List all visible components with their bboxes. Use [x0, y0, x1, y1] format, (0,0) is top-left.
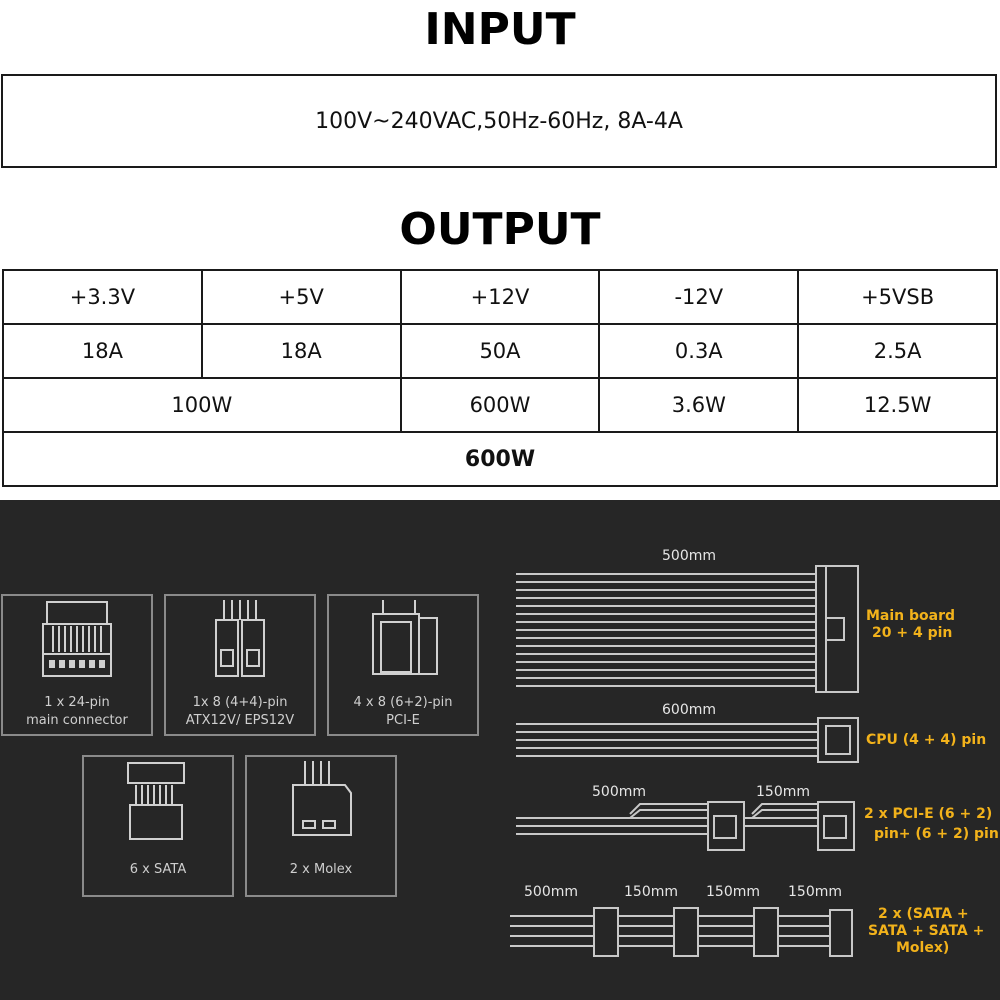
- connector-label: 2 x Molex: [289, 862, 353, 877]
- rail-cell: -12V: [599, 270, 798, 324]
- rail-row: [3, 270, 997, 324]
- cpu-label: CPU (4 + 4) pin: [866, 732, 987, 748]
- cable-length-label: 500mm: [524, 884, 578, 900]
- output-heading: OUTPUT: [399, 204, 601, 255]
- total-row: [3, 432, 997, 486]
- main-board-label: 20 + 4 pin: [872, 625, 953, 641]
- connector-label: main connector: [26, 713, 128, 728]
- rail-cell: +5V: [202, 270, 401, 324]
- sata-label: SATA + SATA +: [868, 923, 985, 939]
- output-table: [2, 269, 998, 487]
- sata-cable-icon: [510, 908, 852, 956]
- current-cell: 0.3A: [599, 324, 798, 378]
- sata-label: Molex): [896, 940, 950, 956]
- main-board-label: Main board: [866, 608, 956, 624]
- current-cell: 2.5A: [798, 324, 997, 378]
- power-row: [3, 378, 997, 432]
- cable-section: [0, 500, 1000, 1000]
- power-cell: 600W: [401, 378, 600, 432]
- pcie-label: 2 x PCI-E (6 + 2): [864, 806, 993, 822]
- cable-length-label: 150mm: [756, 784, 810, 800]
- cable-diagram: [0, 500, 1000, 1000]
- cable-length-label: 500mm: [592, 784, 646, 800]
- power-cell: 100W: [3, 378, 401, 432]
- rail-cell: +5VSB: [798, 270, 997, 324]
- current-cell: 18A: [3, 324, 202, 378]
- input-spec-box: [1, 74, 997, 168]
- cable-length-label: 500mm: [662, 548, 716, 564]
- cable-length-label: 600mm: [662, 702, 716, 718]
- current-cell: 50A: [401, 324, 600, 378]
- cable-length-label: 150mm: [788, 884, 842, 900]
- rail-cell: +3.3V: [3, 270, 202, 324]
- current-cell: 18A: [202, 324, 401, 378]
- connector-label: PCI-E: [386, 713, 420, 728]
- cpu-cable-icon: [516, 718, 858, 762]
- input-heading: INPUT: [424, 4, 576, 55]
- connector-label: 1 x 24-pin: [44, 695, 110, 710]
- pcie-cable-icon: [516, 802, 854, 850]
- sata-label: 2 x (SATA +: [878, 906, 969, 922]
- power-cell: 12.5W: [798, 378, 997, 432]
- cable-length-label: 150mm: [624, 884, 678, 900]
- rail-cell: +12V: [401, 270, 600, 324]
- cable-length-label: 150mm: [706, 884, 760, 900]
- total-power-cell: 600W: [3, 432, 997, 486]
- current-row: [3, 324, 997, 378]
- connector-label: ATX12V/ EPS12V: [185, 713, 295, 728]
- connector-label: 6 x SATA: [129, 862, 187, 877]
- pcie-label: pin+ (6 + 2) pin: [874, 826, 999, 842]
- power-cell: 3.6W: [599, 378, 798, 432]
- input-spec-text: 100V~240VAC,50Hz-60Hz, 8A-4A: [315, 108, 683, 134]
- connector-label: 1x 8 (4+4)-pin: [192, 695, 288, 710]
- main-board-cable-icon: [516, 566, 858, 692]
- connector-label: 4 x 8 (6+2)-pin: [353, 695, 453, 710]
